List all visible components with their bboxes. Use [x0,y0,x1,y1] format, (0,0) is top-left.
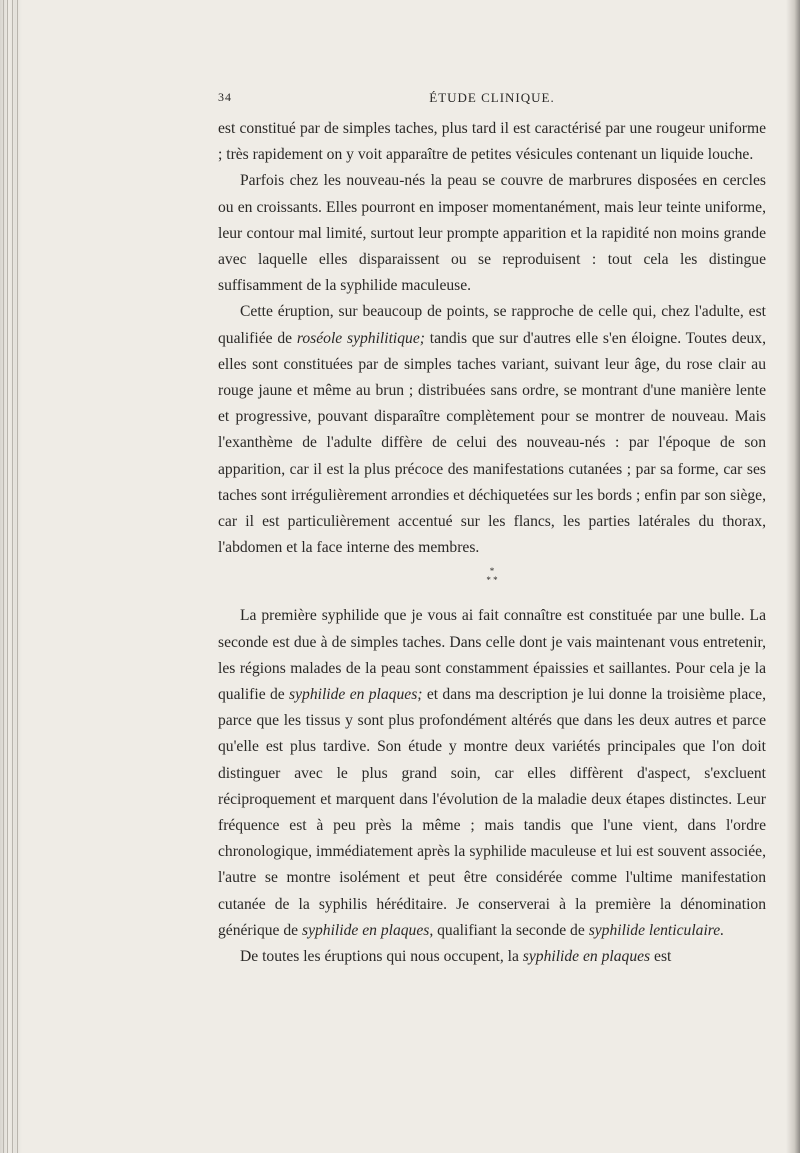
paragraph-1: est constitué par de simples taches, plus tard il est caractérisé par une rougeur uniforme ; très rapidement on y voit apparaître de petites vésicules contenant un liquide louche. [218,120,766,164]
paragraph-4-italic-1: syphilide en plaques; [289,686,423,704]
page-number: 34 [218,90,232,104]
paragraph-4-text-a: La première syphilide que je vous ai fait connaître est constituée par une bulle. La seconde est due à de simples taches. Dans celle dont je vais maintenant vous entretenir, les régions malades de la peau sont constamment épaissies et saillantes. Pour cela je la qualifie de [218,607,766,704]
page [218,88,766,970]
asterism-separator [218,563,766,603]
paragraph-2: Parfois chez les nouveau-nés la peau se couvre de marbrures disposées en cercles ou en croissants. Elles pourront en imposer momentanément, mais leur teinte uniforme, leur contour mal limité, surtout leur prompte apparition et la rapidité non moins grande avec laquelle elles disparaissent ou se reproduisent : tout cela les distingue suffisamment de la syphilide maculeuse. [218,172,766,295]
paragraph-4 [218,603,766,944]
running-header [218,88,766,114]
book-spine [0,0,22,1153]
paragraph-5-text-b: est [650,948,672,966]
paragraph-4-text-b: et dans ma description je lui donne la troisième place, parce que les tissus y sont plus profondément altérés que dans les deux autres et parce qu'elle est plus tardive. Son étude y montre deux variétés principales que l'on doit distinguer avec le plus grand soin, car elles diffèrent d'aspect, s'excluent réciproquement et marquent dans l'évolution de la maladie deux étapes distinctes. Leur fréquence est à peu près la même ; mais tandis que l'une vient, dans l'ordre chronologique, immédiatement après la syphilide maculeuse et lui est souvent associée, l'autre se montre isolément et peut être considérée comme l'ultime manifestation cutanée de la syphilis héréditaire. Je conserverai à la première la dénomination générique de [218,686,766,939]
paragraph-3-text-a: Cette éruption, sur beaucoup de points, se rapproche de celle qui, chez l'adulte, est qualifiée de [218,303,766,347]
running-title: ÉTUDE CLINIQUE. [429,90,555,105]
paragraph-4-text-c: qualifiant la seconde de [433,921,589,939]
paragraph-5 [218,944,766,970]
paragraph-3-italic: roséole syphilitique; [296,329,425,347]
paragraph-4-italic-2: syphilide en plaques, [302,921,434,939]
asterism-bottom: * * [486,575,498,586]
body-text [218,116,766,970]
paragraph-5-text-a: De toutes les éruptions qui nous occupent, la [240,948,523,966]
asterism-top: * [489,566,495,577]
paragraph-3 [218,299,766,561]
paragraph-3-text-b: tandis que sur d'autres elle s'en éloigne. Toutes deux, elles sont constituées par de simples taches variant, suivant leur âge, du rose clair au rouge jaune et même au brun ; distribuées sans ordre, se montrant d'une manière lente et progressive, pouvant disparaître complètement pour se montrer de nouveau. Mais l'exanthème de l'adulte diffère de celui des nouveau-nés : par l'époque de son apparition, car il est la plus précoce des manifestations cutanées ; par sa forme, car ses taches sont irrégulièrement arrondies et déchiquetées sur les bords ; enfin par son siège, car il est particulièrement accentué sur les flancs, les parties latérales du thorax, l'abdomen et la face interne des membres. [218,329,766,557]
paragraph-5-italic: syphilide en plaques [522,948,651,966]
page-edge [786,0,800,1153]
paragraph-4-italic-3: syphilide lenticulaire. [588,921,725,939]
